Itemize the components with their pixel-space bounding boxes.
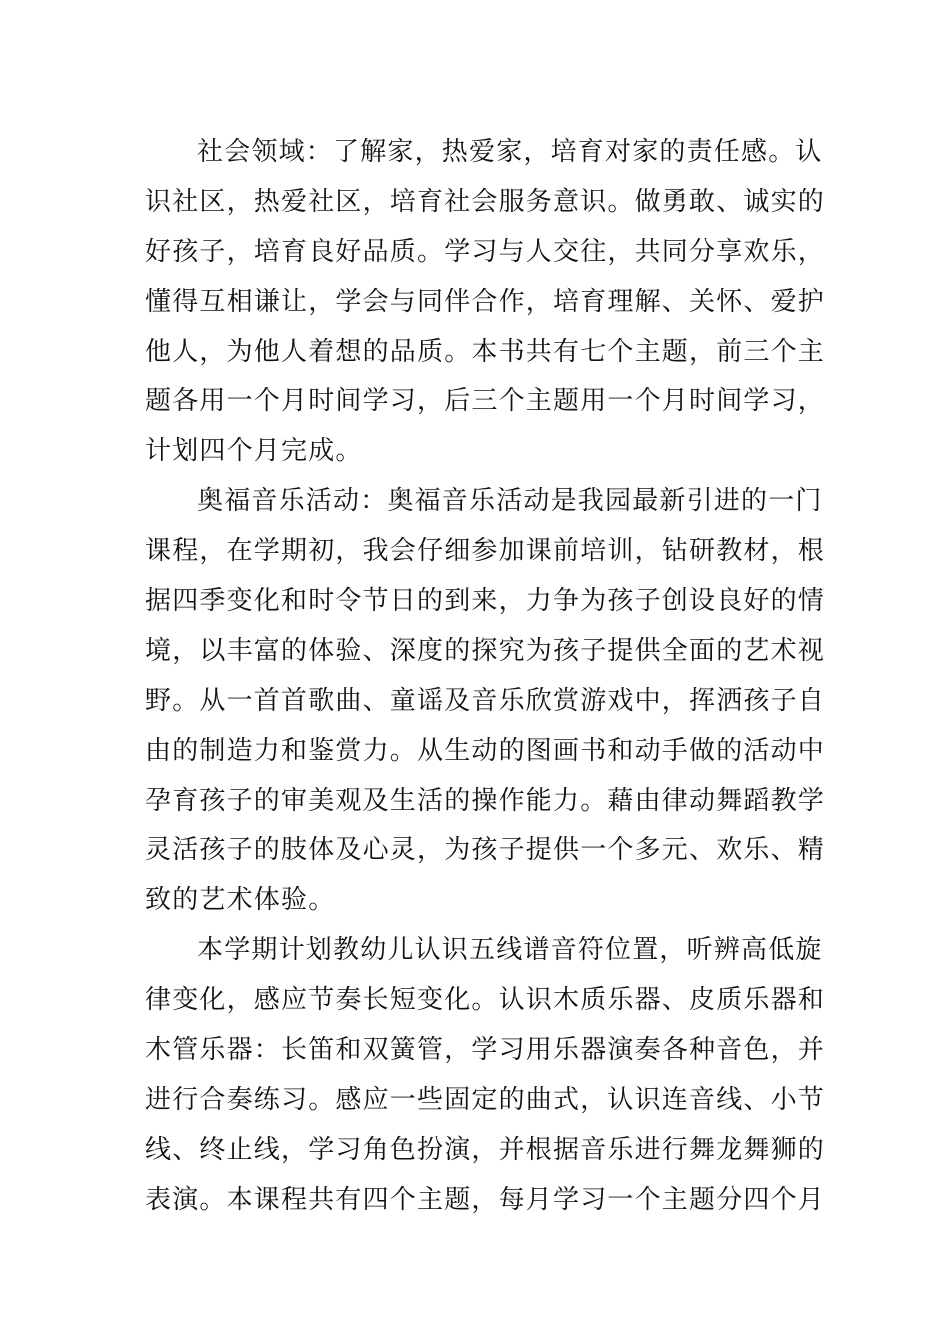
text-line: 识社区，热爱社区，培育社会服务意识。做勇敢、诚实的 xyxy=(145,186,826,217)
text-line: 由的制造力和鉴赏力。从生动的图画书和动手做的活动中 xyxy=(145,735,826,766)
document-body xyxy=(145,128,826,1226)
text-line: 境，以丰富的体验、深度的探究为孩子提供全面的艺术视 xyxy=(145,635,826,666)
text-line: 计划四个月完成。 xyxy=(145,436,363,467)
text-line: 课程，在学期初，我会仔细参加课前培训，钻研教材，根 xyxy=(145,536,826,567)
text-line: 好孩子，培育良好品质。学习与人交往，共同分享欢乐， xyxy=(145,236,826,267)
text-line: 木管乐器：长笛和双簧管，学习用乐器演奏各种音色，并 xyxy=(145,1035,826,1066)
paragraph-orff-music xyxy=(145,477,826,926)
text-line: 野。从一首首歌曲、童谣及音乐欣赏游戏中，挥洒孩子自 xyxy=(145,685,826,716)
text-line: 题各用一个月时间学习，后三个主题用一个月时间学习， xyxy=(145,386,826,417)
text-line: 据四季变化和时令节日的到来，力争为孩子创设良好的情 xyxy=(145,586,826,617)
text-line: 线、终止线，学习角色扮演，并根据音乐进行舞龙舞狮的 xyxy=(145,1134,826,1165)
text-line: 懂得互相谦让，学会与同伴合作，培育理解、关怀、爱护 xyxy=(145,286,826,317)
text-line: 灵活孩子的肢体及心灵，为孩子提供一个多元、欢乐、精 xyxy=(145,835,826,866)
text-line: 律变化，感应节奏长短变化。认识木质乐器、皮质乐器和 xyxy=(145,985,826,1016)
text-line: 奥福音乐活动：奥福音乐活动是我园最新引进的一门 xyxy=(197,486,823,517)
text-line: 表演。本课程共有四个主题，每月学习一个主题分四个月 xyxy=(145,1184,826,1215)
paragraph-social-domain xyxy=(145,128,826,477)
text-line: 孕育孩子的审美观及生活的操作能力。藉由律动舞蹈教学 xyxy=(145,785,826,816)
text-line: 致的艺术体验。 xyxy=(145,885,336,916)
paragraph-semester-plan xyxy=(145,926,826,1225)
text-line: 社会领域：了解家，热爱家，培育对家的责任感。认 xyxy=(197,137,823,167)
text-line: 他人，为他人着想的品质。本书共有七个主题，前三个主 xyxy=(145,336,826,367)
text-line: 本学期计划教幼儿认识五线谱音符位置，听辨高低旋 xyxy=(197,935,823,966)
text-line: 进行合奏练习。感应一些固定的曲式，认识连音线、小节 xyxy=(145,1084,826,1115)
